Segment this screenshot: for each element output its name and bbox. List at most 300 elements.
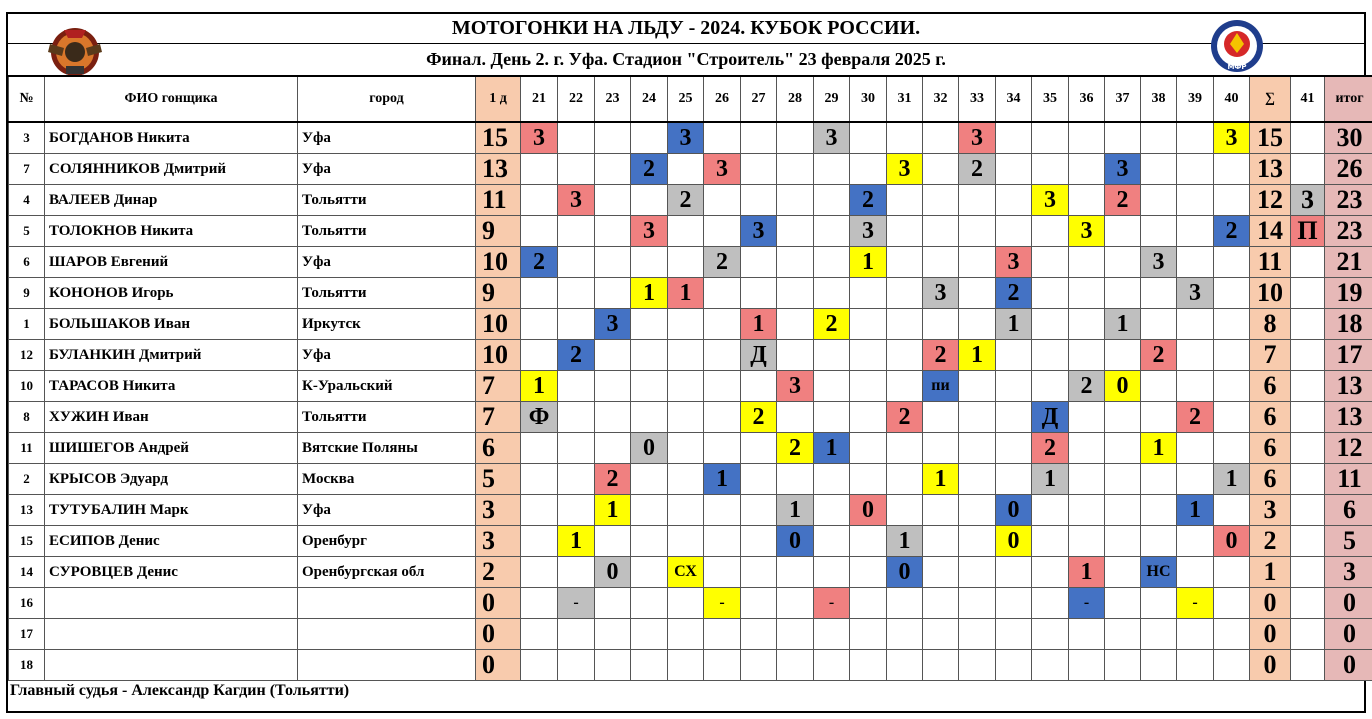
heat-cell-26: [704, 278, 741, 309]
heat-cell-40: [1214, 154, 1250, 185]
heat-cell-34: [996, 433, 1032, 464]
heat-cell-37: 1: [1105, 309, 1141, 340]
page-subtitle: Финал. День 2. г. Уфа. Стадион "Строитель" 23 февраля 2025 г.: [426, 49, 946, 69]
heat-cell-36: [1069, 650, 1105, 681]
sum-points: 6: [1250, 402, 1291, 433]
table-row: [9, 402, 1372, 433]
col-header-sum: ∑: [1250, 76, 1291, 122]
extra-heat-41: [1291, 309, 1325, 340]
rider-name: КОНОНОВ Игорь: [45, 278, 298, 309]
heat-cell-22: [558, 402, 595, 433]
heat-cell-33: 3: [959, 122, 996, 154]
day1-points: 0: [476, 619, 521, 650]
heat-cell-39: [1177, 185, 1214, 216]
heat-cell-32: [923, 247, 959, 278]
heat-cell-29: [814, 402, 850, 433]
heat-cell-36: 2: [1069, 371, 1105, 402]
heat-cell-40: [1214, 371, 1250, 402]
table-body: [9, 122, 1372, 681]
sum-points: 3: [1250, 495, 1291, 526]
total-points: 6: [1325, 495, 1372, 526]
total-points: 30: [1325, 122, 1372, 154]
heat-cell-34: [996, 216, 1032, 247]
heat-cell-32: [923, 309, 959, 340]
col-header-heat-23: 23: [595, 76, 631, 122]
heat-cell-27: [741, 433, 777, 464]
heat-cell-24: [631, 402, 668, 433]
heat-cell-21: [521, 464, 558, 495]
heat-cell-29: [814, 185, 850, 216]
heat-cell-25: [668, 402, 704, 433]
heat-cell-30: [850, 309, 887, 340]
sum-points: 12: [1250, 185, 1291, 216]
chief-judge-note: Главный судья - Александр Кагдин (Тольятти): [10, 682, 350, 699]
rider-number: 3: [9, 122, 45, 154]
rider-number: 7: [9, 154, 45, 185]
heat-cell-37: [1105, 588, 1141, 619]
rider-city: Уфа: [298, 154, 476, 185]
heat-cell-31: [887, 340, 923, 371]
heat-cell-21: 2: [521, 247, 558, 278]
rider-city: [298, 650, 476, 681]
heat-cell-37: 2: [1105, 185, 1141, 216]
heat-cell-36: [1069, 247, 1105, 278]
total-points: 5: [1325, 526, 1372, 557]
heat-cell-35: [1032, 526, 1069, 557]
rider-name: ЕСИПОВ Денис: [45, 526, 298, 557]
results-sheet: [6, 12, 1366, 713]
heat-cell-30: [850, 340, 887, 371]
heat-cell-35: [1032, 588, 1069, 619]
heat-cell-30: [850, 619, 887, 650]
heat-cell-39: 2: [1177, 402, 1214, 433]
rider-city: Оренбург: [298, 526, 476, 557]
rider-name: КРЫСОВ Эдуард: [45, 464, 298, 495]
sum-points: 11: [1250, 247, 1291, 278]
heat-cell-23: [595, 185, 631, 216]
heat-cell-25: [668, 340, 704, 371]
heat-cell-30: 2: [850, 185, 887, 216]
heat-cell-21: [521, 588, 558, 619]
rider-number: 9: [9, 278, 45, 309]
day1-points: 7: [476, 402, 521, 433]
heat-cell-22: [558, 309, 595, 340]
heat-cell-38: [1141, 278, 1177, 309]
heat-cell-30: [850, 402, 887, 433]
heat-cell-35: [1032, 371, 1069, 402]
rider-name: ТУТУБАЛИН Марк: [45, 495, 298, 526]
extra-heat-41: [1291, 278, 1325, 309]
total-points: 12: [1325, 433, 1372, 464]
heat-cell-33: [959, 464, 996, 495]
table-row: [9, 154, 1372, 185]
day1-points: 3: [476, 526, 521, 557]
heat-cell-33: [959, 278, 996, 309]
heat-cell-37: [1105, 619, 1141, 650]
heat-cell-26: [704, 650, 741, 681]
extra-heat-41: [1291, 526, 1325, 557]
heat-cell-38: [1141, 650, 1177, 681]
heat-cell-23: [595, 122, 631, 154]
heat-cell-21: [521, 619, 558, 650]
col-header-city: город: [298, 76, 476, 122]
heat-cell-27: [741, 371, 777, 402]
rider-city: [298, 588, 476, 619]
heat-cell-21: [521, 433, 558, 464]
col-header-heat-37: 37: [1105, 76, 1141, 122]
heat-cell-39: [1177, 247, 1214, 278]
heat-cell-38: [1141, 588, 1177, 619]
heat-cell-32: [923, 154, 959, 185]
heat-cell-26: [704, 402, 741, 433]
rider-city: Уфа: [298, 495, 476, 526]
heat-cell-31: [887, 247, 923, 278]
col-header-41: 41: [1291, 76, 1325, 122]
heat-cell-23: [595, 433, 631, 464]
heat-cell-36: [1069, 278, 1105, 309]
heat-cell-29: [814, 247, 850, 278]
table-row: [9, 650, 1372, 681]
heat-cell-24: 0: [631, 433, 668, 464]
heat-cell-32: 1: [923, 464, 959, 495]
table-row: [9, 247, 1372, 278]
heat-cell-21: [521, 495, 558, 526]
heat-cell-39: 3: [1177, 278, 1214, 309]
heat-cell-35: [1032, 557, 1069, 588]
rider-city: Уфа: [298, 122, 476, 154]
extra-heat-41: [1291, 402, 1325, 433]
heat-cell-22: [558, 650, 595, 681]
heat-cell-24: [631, 371, 668, 402]
extra-heat-41: [1291, 650, 1325, 681]
col-header-heat-24: 24: [631, 76, 668, 122]
heat-cell-32: 2: [923, 340, 959, 371]
heat-cell-23: [595, 278, 631, 309]
rider-name: ШИШЕГОВ Андрей: [45, 433, 298, 464]
heat-cell-37: [1105, 247, 1141, 278]
heat-cell-37: [1105, 216, 1141, 247]
total-points: 23: [1325, 216, 1372, 247]
heat-cell-21: [521, 309, 558, 340]
heat-cell-40: [1214, 340, 1250, 371]
day1-points: 5: [476, 464, 521, 495]
heat-cell-24: [631, 340, 668, 371]
heat-cell-40: 3: [1214, 122, 1250, 154]
heat-cell-32: [923, 495, 959, 526]
rider-number: 11: [9, 433, 45, 464]
heat-cell-25: [668, 433, 704, 464]
col-header-heat-38: 38: [1141, 76, 1177, 122]
col-header-name: ФИО гонщика: [45, 76, 298, 122]
heat-cell-40: [1214, 650, 1250, 681]
heat-cell-40: 2: [1214, 216, 1250, 247]
rider-city: Москва: [298, 464, 476, 495]
heat-cell-28: [777, 154, 814, 185]
heat-cell-35: [1032, 122, 1069, 154]
heat-cell-40: [1214, 247, 1250, 278]
rider-name: [45, 588, 298, 619]
heat-cell-34: [996, 185, 1032, 216]
heat-cell-30: [850, 588, 887, 619]
rider-name: СОЛЯННИКОВ Дмитрий: [45, 154, 298, 185]
heat-cell-22: [558, 122, 595, 154]
heat-cell-34: [996, 557, 1032, 588]
heat-cell-40: [1214, 433, 1250, 464]
heat-cell-34: 3: [996, 247, 1032, 278]
heat-cell-34: 2: [996, 278, 1032, 309]
heat-cell-28: [777, 402, 814, 433]
heat-cell-29: [814, 216, 850, 247]
total-points: 0: [1325, 588, 1372, 619]
heat-cell-28: 2: [777, 433, 814, 464]
heat-cell-34: 0: [996, 526, 1032, 557]
heat-cell-24: [631, 526, 668, 557]
heat-cell-30: [850, 650, 887, 681]
sum-points: 0: [1250, 588, 1291, 619]
heat-cell-25: 2: [668, 185, 704, 216]
heat-cell-28: [777, 340, 814, 371]
heat-cell-34: [996, 122, 1032, 154]
col-header-heat-36: 36: [1069, 76, 1105, 122]
heat-cell-39: [1177, 650, 1214, 681]
heat-cell-22: 1: [558, 526, 595, 557]
extra-heat-41: [1291, 557, 1325, 588]
heat-cell-27: [741, 588, 777, 619]
heat-cell-31: 2: [887, 402, 923, 433]
heat-cell-28: 0: [777, 526, 814, 557]
heat-cell-23: [595, 588, 631, 619]
heat-cell-36: [1069, 340, 1105, 371]
heat-cell-21: [521, 526, 558, 557]
rider-number: 6: [9, 247, 45, 278]
heat-cell-25: 1: [668, 278, 704, 309]
heat-cell-34: 0: [996, 495, 1032, 526]
heat-cell-23: [595, 526, 631, 557]
heat-cell-38: НС: [1141, 557, 1177, 588]
heat-cell-21: [521, 185, 558, 216]
heat-cell-27: [741, 278, 777, 309]
col-header-heat-22: 22: [558, 76, 595, 122]
heat-cell-37: [1105, 526, 1141, 557]
heat-cell-24: [631, 464, 668, 495]
heat-cell-30: [850, 557, 887, 588]
heat-cell-36: [1069, 464, 1105, 495]
heat-cell-39: [1177, 619, 1214, 650]
heat-cell-30: [850, 433, 887, 464]
heat-cell-22: [558, 371, 595, 402]
heat-cell-40: [1214, 619, 1250, 650]
heat-cell-32: 3: [923, 278, 959, 309]
heat-cell-36: [1069, 122, 1105, 154]
heat-cell-29: [814, 650, 850, 681]
rider-number: 18: [9, 650, 45, 681]
rider-city: Уфа: [298, 340, 476, 371]
rider-city: Вятские Поляны: [298, 433, 476, 464]
rider-number: 4: [9, 185, 45, 216]
heat-cell-28: [777, 185, 814, 216]
heat-cell-29: -: [814, 588, 850, 619]
extra-heat-41: [1291, 122, 1325, 154]
day1-points: 0: [476, 588, 521, 619]
heat-cell-23: [595, 340, 631, 371]
heat-cell-32: [923, 619, 959, 650]
heat-cell-23: 3: [595, 309, 631, 340]
sum-points: 7: [1250, 340, 1291, 371]
heat-cell-34: [996, 154, 1032, 185]
heat-cell-26: [704, 216, 741, 247]
heat-cell-29: 2: [814, 309, 850, 340]
heat-cell-27: [741, 122, 777, 154]
rider-city: Уфа: [298, 247, 476, 278]
extra-heat-41: [1291, 495, 1325, 526]
rider-city: Тольятти: [298, 278, 476, 309]
sum-points: 0: [1250, 650, 1291, 681]
heat-cell-38: [1141, 216, 1177, 247]
rider-number: 12: [9, 340, 45, 371]
heat-cell-27: 3: [741, 216, 777, 247]
total-points: 13: [1325, 371, 1372, 402]
heat-cell-40: [1214, 402, 1250, 433]
heat-cell-25: 3: [668, 122, 704, 154]
heat-cell-40: [1214, 588, 1250, 619]
total-points: 13: [1325, 402, 1372, 433]
total-points: 11: [1325, 464, 1372, 495]
sum-points: 14: [1250, 216, 1291, 247]
rider-name: ШАРОВ Евгений: [45, 247, 298, 278]
rider-name: БОГДАНОВ Никита: [45, 122, 298, 154]
sum-points: 0: [1250, 619, 1291, 650]
heat-cell-26: -: [704, 588, 741, 619]
heat-cell-35: [1032, 216, 1069, 247]
heat-cell-35: [1032, 309, 1069, 340]
heat-cell-38: 3: [1141, 247, 1177, 278]
heat-cell-29: [814, 464, 850, 495]
sum-points: 15: [1250, 122, 1291, 154]
table-row: [9, 526, 1372, 557]
heat-cell-23: [595, 247, 631, 278]
table-row: [9, 185, 1372, 216]
heat-cell-35: [1032, 619, 1069, 650]
col-header-heat-34: 34: [996, 76, 1032, 122]
heat-cell-37: [1105, 278, 1141, 309]
heat-cell-40: 0: [1214, 526, 1250, 557]
heat-cell-21: 1: [521, 371, 558, 402]
extra-heat-41: [1291, 371, 1325, 402]
total-points: 0: [1325, 650, 1372, 681]
heat-cell-21: 3: [521, 122, 558, 154]
extra-heat-41: [1291, 433, 1325, 464]
heat-cell-22: [558, 619, 595, 650]
heat-cell-27: 2: [741, 402, 777, 433]
heat-cell-27: [741, 185, 777, 216]
heat-cell-22: [558, 247, 595, 278]
heat-cell-22: 2: [558, 340, 595, 371]
table-row: [9, 278, 1372, 309]
total-points: 26: [1325, 154, 1372, 185]
col-header-heat-33: 33: [959, 76, 996, 122]
heat-cell-23: 0: [595, 557, 631, 588]
heat-cell-38: [1141, 464, 1177, 495]
col-header-heat-40: 40: [1214, 76, 1250, 122]
table-row: [9, 433, 1372, 464]
heat-cell-28: [777, 247, 814, 278]
heat-cell-39: [1177, 340, 1214, 371]
heat-cell-37: [1105, 433, 1141, 464]
heat-cell-40: [1214, 309, 1250, 340]
heat-cell-29: 1: [814, 433, 850, 464]
rider-name: ТОЛОКНОВ Никита: [45, 216, 298, 247]
extra-heat-41: [1291, 340, 1325, 371]
extra-heat-41: [1291, 464, 1325, 495]
heat-cell-35: Д: [1032, 402, 1069, 433]
heat-cell-21: [521, 278, 558, 309]
heat-cell-32: [923, 650, 959, 681]
heat-cell-39: [1177, 371, 1214, 402]
heat-cell-30: [850, 154, 887, 185]
extra-heat-41: П: [1291, 216, 1325, 247]
col-header-day1: 1 д: [476, 76, 521, 122]
heat-cell-24: [631, 185, 668, 216]
heat-cell-37: 3: [1105, 154, 1141, 185]
heat-cell-22: [558, 278, 595, 309]
heat-cell-22: [558, 495, 595, 526]
heat-cell-32: пи: [923, 371, 959, 402]
heat-cell-27: [741, 464, 777, 495]
heat-cell-40: 1: [1214, 464, 1250, 495]
heat-cell-26: 3: [704, 154, 741, 185]
heat-cell-24: [631, 557, 668, 588]
ice-speedway-logo: [46, 22, 104, 80]
heat-cell-28: [777, 557, 814, 588]
heat-cell-37: [1105, 495, 1141, 526]
heat-cell-22: [558, 154, 595, 185]
heat-cell-34: [996, 402, 1032, 433]
heat-cell-33: [959, 433, 996, 464]
heat-cell-36: 3: [1069, 216, 1105, 247]
heat-cell-23: [595, 371, 631, 402]
heat-cell-25: [668, 309, 704, 340]
heat-cell-39: [1177, 309, 1214, 340]
col-header-heat-31: 31: [887, 76, 923, 122]
day1-points: 10: [476, 309, 521, 340]
day1-points: 6: [476, 433, 521, 464]
rider-number: 16: [9, 588, 45, 619]
heat-cell-39: 1: [1177, 495, 1214, 526]
heat-cell-36: [1069, 154, 1105, 185]
heat-cell-26: 2: [704, 247, 741, 278]
heat-cell-27: [741, 526, 777, 557]
heat-cell-32: [923, 402, 959, 433]
heat-cell-31: [887, 619, 923, 650]
heat-cell-35: [1032, 154, 1069, 185]
heat-cell-38: [1141, 185, 1177, 216]
heat-cell-36: [1069, 402, 1105, 433]
sum-points: 8: [1250, 309, 1291, 340]
sum-points: 6: [1250, 371, 1291, 402]
day1-points: 10: [476, 340, 521, 371]
heat-cell-34: [996, 588, 1032, 619]
heat-cell-31: [887, 433, 923, 464]
day1-points: 9: [476, 278, 521, 309]
heat-cell-32: [923, 557, 959, 588]
heat-cell-39: -: [1177, 588, 1214, 619]
heat-cell-37: [1105, 340, 1141, 371]
heat-cell-22: [558, 557, 595, 588]
heat-cell-25: [668, 247, 704, 278]
heat-cell-29: [814, 526, 850, 557]
heat-cell-29: [814, 619, 850, 650]
total-points: 18: [1325, 309, 1372, 340]
